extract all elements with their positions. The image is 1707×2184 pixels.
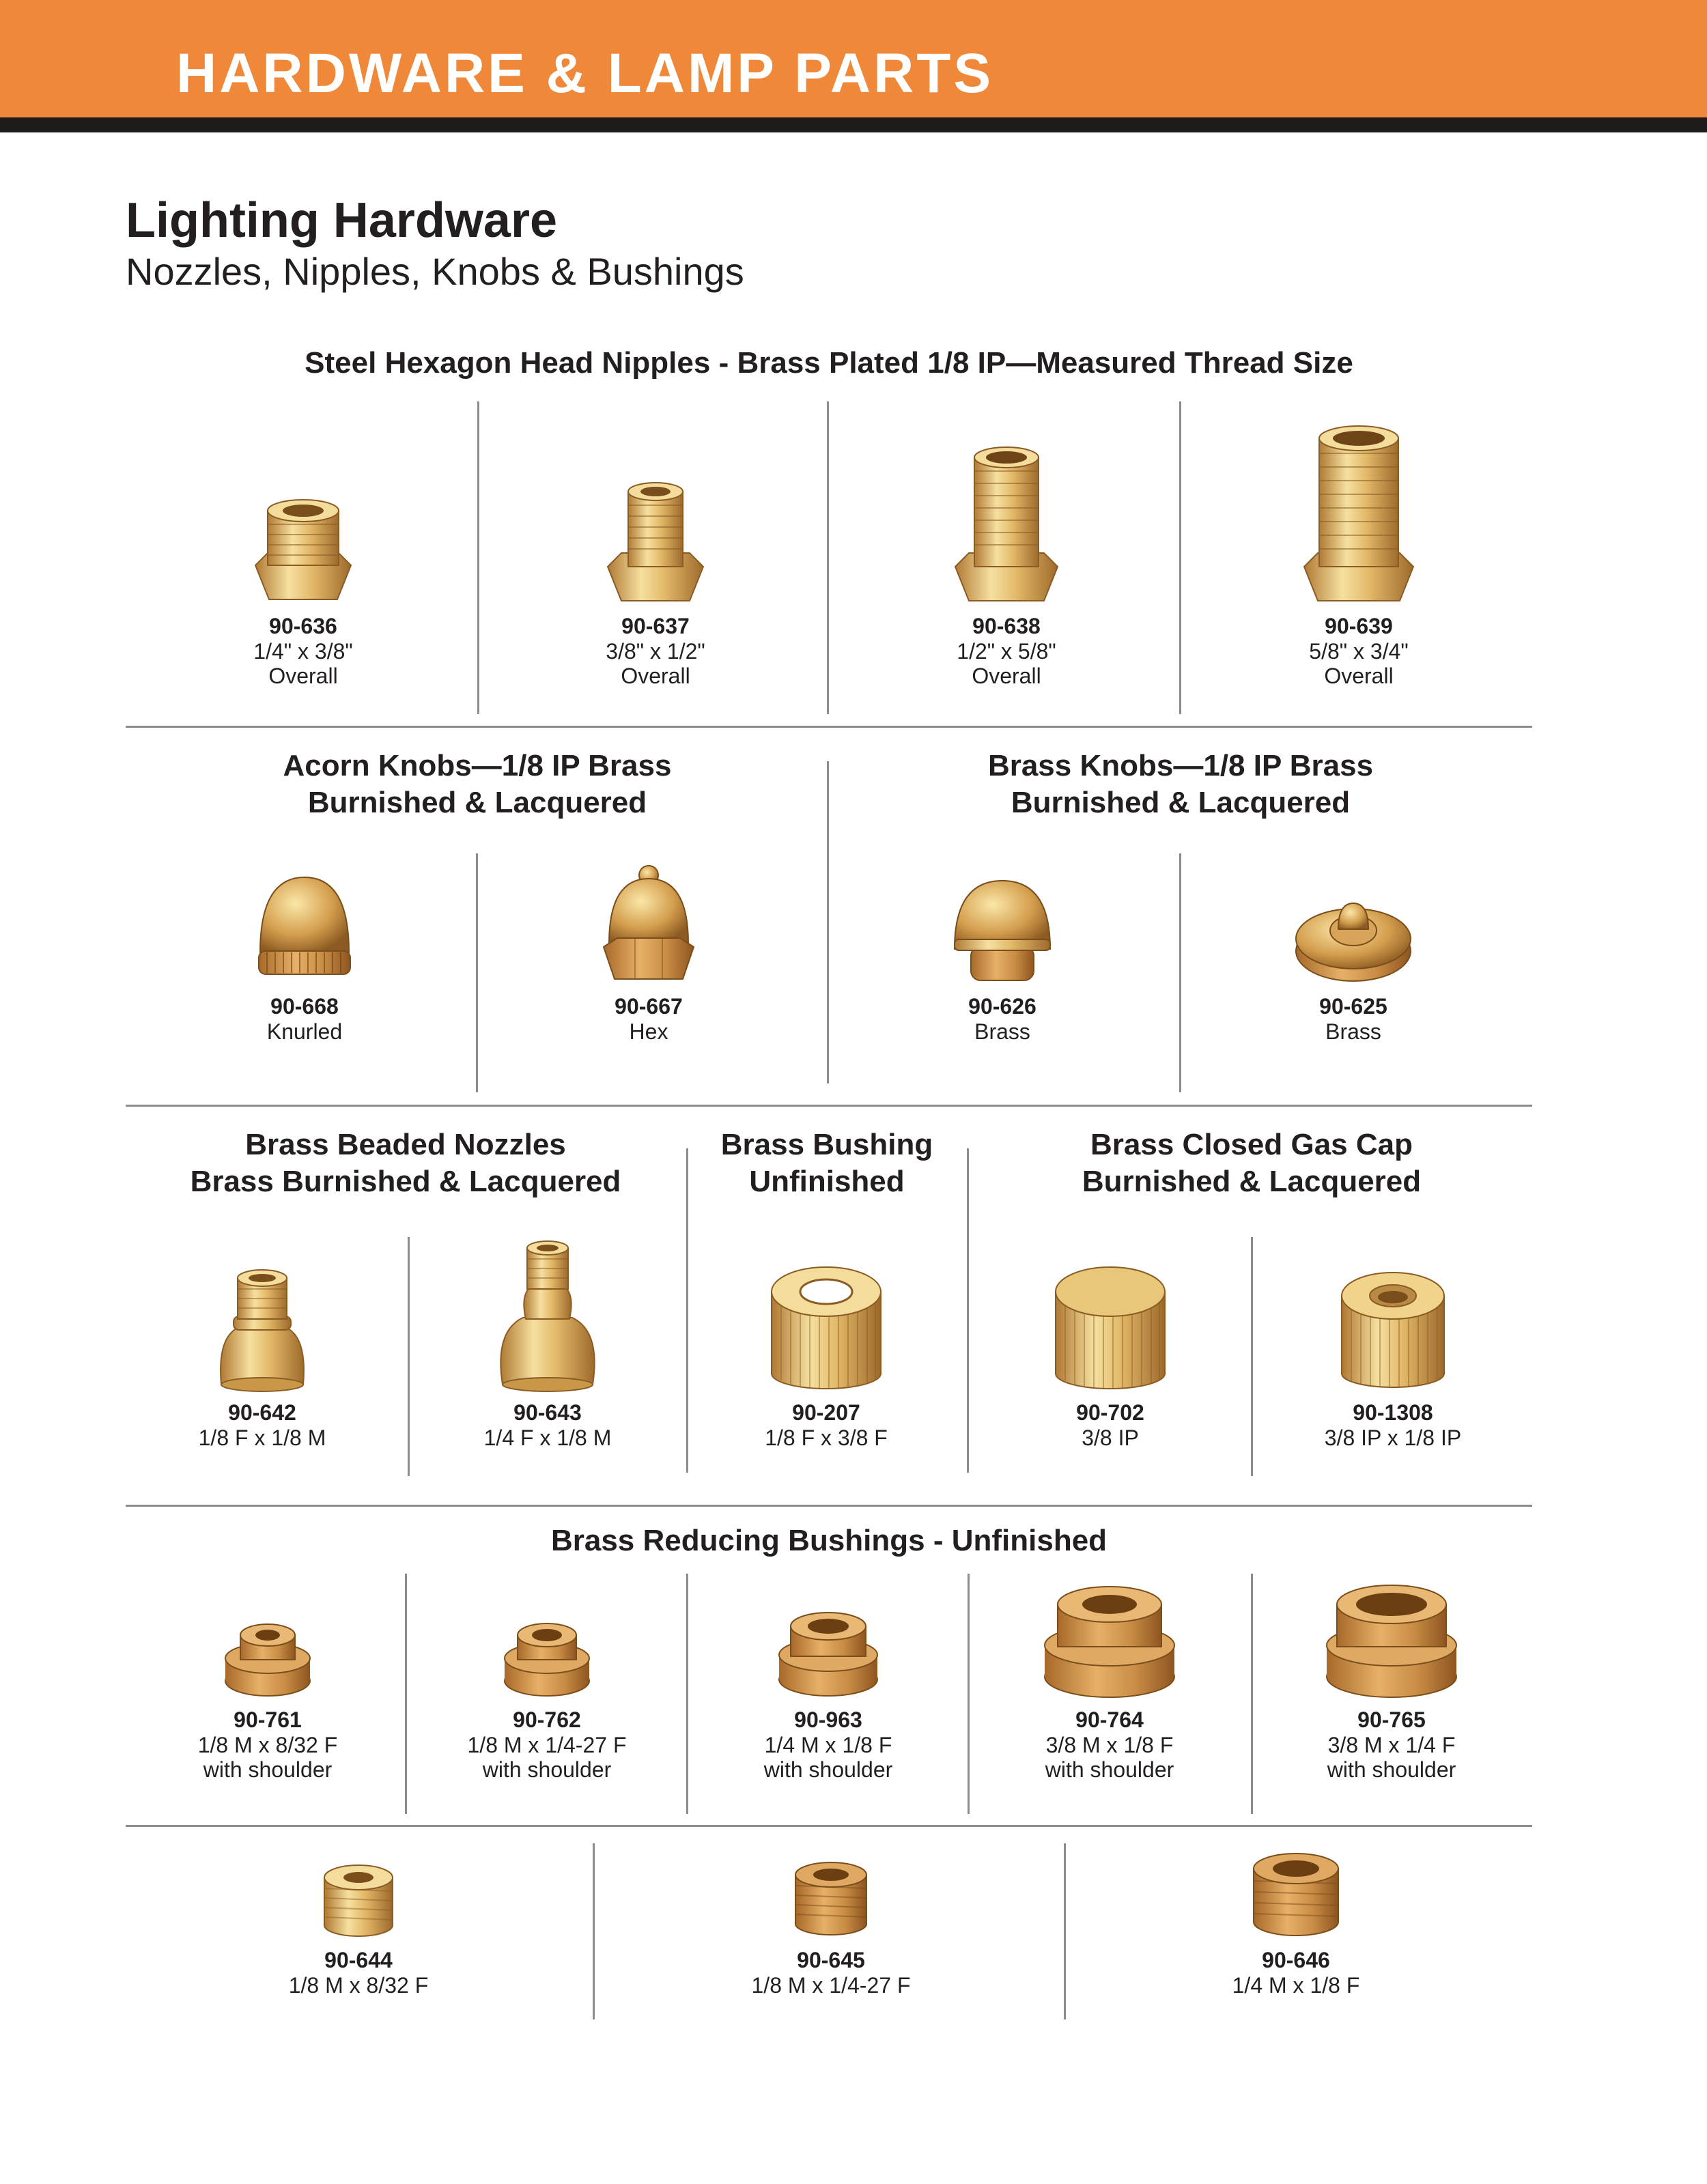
reducing-bushing-image <box>318 1858 399 1940</box>
header-rule <box>0 117 1707 132</box>
divider <box>1064 1843 1066 2019</box>
reducing-bushing-image <box>1248 1845 1344 1940</box>
product-item-90-636[interactable] <box>201 490 406 688</box>
product-code: 90-207 <box>792 1400 860 1425</box>
product-size: 1/4 F x 1/8 M <box>483 1426 612 1450</box>
reducing-bushing-image <box>1325 1577 1458 1700</box>
product-note: Overall <box>972 664 1041 688</box>
product-code: 90-643 <box>513 1400 582 1425</box>
divider <box>476 853 478 1092</box>
brass-knob-image <box>948 873 1057 987</box>
section-title-hex-nipples: Steel Hexagon Head Nipples - Brass Plated 1/8 IP—Measured Thread Size <box>305 346 1353 380</box>
product-note: with shoulder <box>1327 1757 1456 1782</box>
title-line-2: Brass Burnished & Lacquered <box>190 1165 621 1198</box>
divider <box>1251 1574 1253 1814</box>
product-code: 90-646 <box>1262 1948 1330 1972</box>
title-line-1: Brass Bushing <box>720 1128 933 1161</box>
divider <box>405 1574 407 1814</box>
product-size: 1/8 M x 8/32 F <box>197 1733 338 1757</box>
section-divider <box>126 1105 1532 1107</box>
product-size: 3/8" x 1/2" <box>606 639 705 664</box>
acorn-knob-image <box>594 862 703 987</box>
section-title-bushing <box>687 1126 967 1200</box>
divider <box>968 1574 970 1814</box>
title-line-2: Burnished & Lacquered <box>1011 786 1351 819</box>
product-size: 3/8 IP <box>1082 1426 1139 1450</box>
product-note: with shoulder <box>482 1757 612 1782</box>
divider <box>1251 1237 1253 1476</box>
product-size: 1/8 M x 1/4-27 F <box>751 1973 911 1998</box>
section-divider <box>126 1505 1532 1507</box>
product-code: 90-638 <box>972 614 1041 638</box>
hex-nipple-image <box>249 490 358 606</box>
banner-title: HARDWARE & LAMP PARTS <box>176 42 994 104</box>
product-item-90-765[interactable] <box>1289 1577 1494 1782</box>
divider <box>686 1148 688 1473</box>
product-note: Overall <box>268 664 338 688</box>
section-title-gas-cap <box>968 1126 1535 1200</box>
product-item-90-207[interactable] <box>724 1258 929 1450</box>
divider <box>686 1574 688 1814</box>
title-line-1: Brass Closed Gas Cap <box>1090 1128 1413 1161</box>
title-line-2: Unfinished <box>749 1165 905 1198</box>
product-item-90-643[interactable] <box>445 1229 650 1450</box>
product-code: 90-637 <box>621 614 690 638</box>
product-size: 1/8 M x 8/32 F <box>288 1973 429 1998</box>
reducing-bushing-image <box>503 1616 591 1700</box>
product-size: 1/4" x 3/8" <box>253 639 353 664</box>
product-item-90-644[interactable] <box>256 1858 461 1998</box>
product-code: 90-702 <box>1076 1400 1144 1425</box>
product-finish: Hex <box>629 1019 668 1044</box>
product-item-90-702[interactable] <box>1008 1258 1213 1450</box>
divider <box>593 1843 595 2019</box>
reducing-bushing-image <box>223 1616 312 1700</box>
product-finish: Brass <box>1325 1019 1381 1044</box>
product-code: 90-644 <box>324 1948 393 1972</box>
product-code: 90-764 <box>1075 1707 1144 1732</box>
product-item-90-764[interactable] <box>1007 1577 1212 1782</box>
section-title-acorn-knobs <box>126 748 829 821</box>
product-item-90-1308[interactable] <box>1290 1264 1495 1450</box>
product-item-90-668[interactable] <box>202 870 407 1044</box>
product-code: 90-963 <box>794 1707 862 1732</box>
divider <box>1179 853 1181 1092</box>
product-code: 90-761 <box>234 1707 302 1732</box>
bushing-image <box>765 1258 888 1393</box>
product-size: 3/8 M x 1/8 F <box>1045 1733 1174 1757</box>
product-item-90-667[interactable] <box>546 862 751 1044</box>
product-code: 90-762 <box>513 1707 581 1732</box>
product-code: 90-645 <box>797 1948 865 1972</box>
product-item-90-646[interactable] <box>1194 1845 1398 1998</box>
product-item-90-761[interactable] <box>165 1616 370 1782</box>
product-code: 90-639 <box>1325 614 1393 638</box>
gas-cap-image <box>1335 1264 1451 1393</box>
page-title: Lighting Hardware <box>126 193 558 248</box>
product-note: with shoulder <box>1045 1757 1174 1782</box>
product-code: 90-636 <box>269 614 337 638</box>
product-code: 90-668 <box>270 994 339 1019</box>
divider <box>1179 401 1181 714</box>
title-line-2: Burnished & Lacquered <box>1082 1165 1422 1198</box>
product-size: 3/8 IP x 1/8 IP <box>1324 1426 1462 1450</box>
gas-cap-image <box>1049 1258 1172 1393</box>
product-code: 90-642 <box>228 1400 296 1425</box>
product-code: 90-625 <box>1319 994 1387 1019</box>
divider <box>827 761 829 1083</box>
product-item-90-645[interactable] <box>729 1854 933 1998</box>
reducing-bushing-image <box>790 1854 872 1940</box>
section-divider <box>126 1825 1532 1827</box>
reducing-bushing-image <box>1043 1577 1176 1700</box>
beaded-nozzle-image <box>214 1262 310 1393</box>
product-item-90-963[interactable] <box>726 1604 931 1782</box>
divider <box>477 401 479 714</box>
hex-nipple-image <box>948 437 1064 606</box>
product-note: with shoulder <box>203 1757 333 1782</box>
page-subtitle: Nozzles, Nipples, Knobs & Bushings <box>126 250 744 293</box>
hex-nipple-image <box>1297 418 1420 606</box>
title-line-2: Burnished & Lacquered <box>307 786 647 819</box>
product-code: 90-626 <box>968 994 1036 1019</box>
divider <box>827 401 829 714</box>
product-size: 1/8 F x 3/8 F <box>765 1426 888 1450</box>
product-item-90-638[interactable] <box>904 437 1109 688</box>
beaded-nozzle-image <box>493 1229 602 1393</box>
product-code: 90-1308 <box>1353 1400 1433 1425</box>
product-size: 3/8 M x 1/4 F <box>1327 1733 1456 1757</box>
title-line-1: Brass Knobs—1/8 IP Brass <box>987 749 1374 782</box>
product-item-90-637[interactable] <box>553 471 758 688</box>
product-item-90-626[interactable] <box>900 873 1105 1044</box>
product-finish: Knurled <box>266 1019 343 1044</box>
hex-nipple-image <box>601 471 710 606</box>
product-finish: Brass <box>974 1019 1030 1044</box>
product-note: Overall <box>621 664 690 688</box>
section-title-reducing-bushings: Brass Reducing Bushings - Unfinished <box>550 1524 1108 1557</box>
title-line-1: Acorn Knobs—1/8 IP Brass <box>283 749 672 782</box>
product-size: 1/8 M x 1/4-27 F <box>467 1733 627 1757</box>
product-size: 1/2" x 5/8" <box>957 639 1056 664</box>
product-item-90-642[interactable] <box>160 1262 365 1450</box>
reducing-bushing-image <box>777 1604 879 1700</box>
product-size: 1/4 M x 1/8 F <box>1232 1973 1360 1998</box>
acorn-knob-image <box>246 870 363 987</box>
product-size: 5/8" x 3/4" <box>1309 639 1409 664</box>
product-code: 90-765 <box>1357 1707 1426 1732</box>
product-item-90-625[interactable] <box>1251 876 1456 1044</box>
product-code: 90-667 <box>615 994 683 1019</box>
brass-knob-image <box>1292 876 1415 987</box>
title-line-1: Brass Beaded Nozzles <box>245 1128 566 1161</box>
divider <box>408 1237 410 1476</box>
product-note: with shoulder <box>763 1757 893 1782</box>
product-size: 1/8 F x 1/8 M <box>198 1426 326 1450</box>
product-item-90-639[interactable] <box>1256 418 1461 688</box>
product-item-90-762[interactable] <box>445 1616 649 1782</box>
section-title-beaded-nozzles <box>126 1126 686 1200</box>
product-size: 1/4 M x 1/8 F <box>764 1733 892 1757</box>
section-title-brass-knobs <box>829 748 1532 821</box>
section-divider <box>126 726 1532 728</box>
product-note: Overall <box>1324 664 1394 688</box>
divider <box>967 1148 969 1473</box>
